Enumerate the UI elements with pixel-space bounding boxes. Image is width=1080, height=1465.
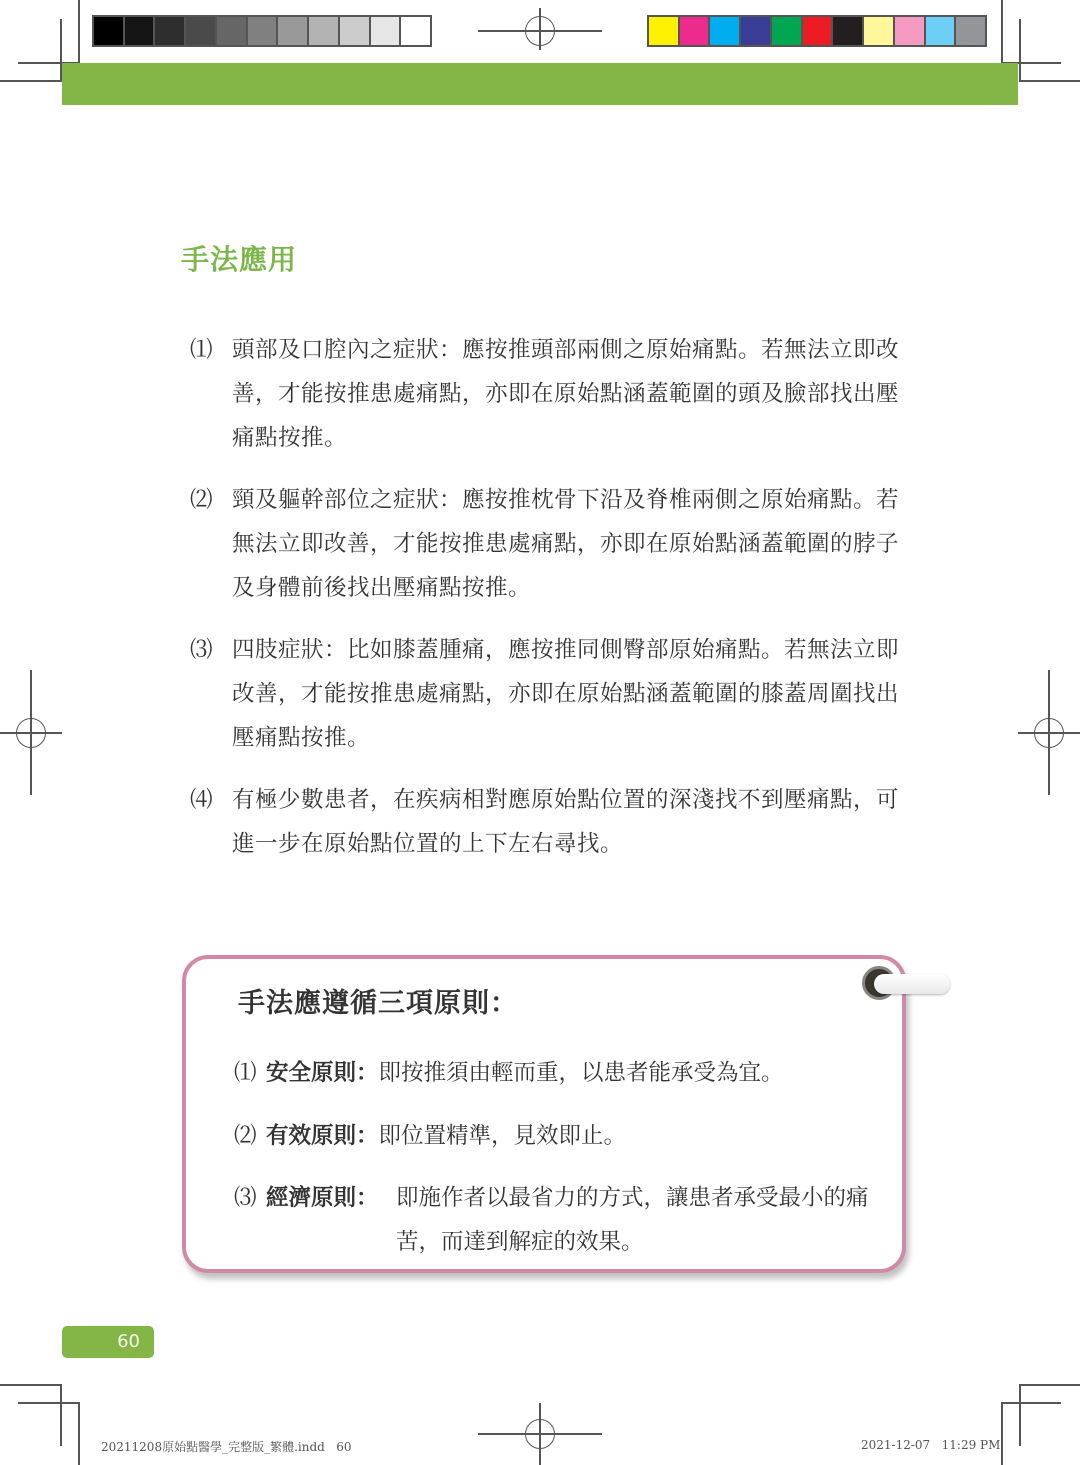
- principle-number: ⑵: [234, 1123, 257, 1149]
- principle-item: [234, 1051, 894, 1095]
- timestamp-slug: 2021-12-07 11:29 PM: [861, 1438, 1001, 1452]
- item-text: 頭部及口腔內之症狀：應按推頭部兩側之原始痛點。若無法立即改善，才能按推患處痛點，亦即在原始點涵蓋範圍的頭及臉部找出壓痛點按推。: [232, 337, 900, 451]
- item-text: 有極少數患者，在疾病相對應原始點位置的深淺找不到壓痛點，可進一步在原始點位置的上下左右尋找。: [232, 787, 900, 857]
- list-item: [190, 478, 910, 610]
- header-band: [62, 63, 1018, 105]
- color-swatch: [895, 17, 924, 45]
- item-text: 頸及軀幹部位之症狀：應按推枕骨下沿及脊椎兩側之原始痛點。若無法立即改善，才能按推患處痛點，亦即在原始點涵蓋範圍的脖子及身體前後找出壓痛點按推。: [232, 487, 900, 601]
- principle-item: [234, 1176, 894, 1264]
- crop-mark: [1001, 0, 1003, 62]
- list-item: [190, 628, 910, 760]
- color-swatch: [649, 17, 678, 45]
- principles-card: [182, 955, 906, 1273]
- color-swatch: [956, 17, 985, 45]
- crop-mark: [1019, 1384, 1080, 1386]
- principle-text: 即按推須由輕而重，以患者能承受為宜。: [378, 1060, 784, 1086]
- color-swatch: [340, 17, 369, 45]
- registration-mark-icon: [525, 1419, 555, 1449]
- color-swatch: [217, 17, 246, 45]
- color-swatch: [371, 17, 400, 45]
- crop-mark: [1001, 1402, 1003, 1465]
- page-number: 60: [62, 1326, 154, 1358]
- list-item: [190, 328, 910, 460]
- color-swatch: [401, 17, 430, 45]
- pin-hook-bar-icon: [874, 974, 950, 994]
- crop-mark: [1001, 1402, 1061, 1404]
- crop-mark: [1019, 19, 1021, 81]
- color-swatch: [833, 17, 862, 45]
- color-swatch: [772, 17, 801, 45]
- crop-mark: [1019, 80, 1080, 82]
- principle-text: 即位置精準，見效即止。: [378, 1123, 627, 1149]
- color-swatch: [926, 17, 955, 45]
- crop-mark: [0, 80, 62, 82]
- item-number: ⑶: [190, 637, 213, 663]
- principles-title: 手法應遵循三項原則：: [238, 988, 518, 1019]
- color-swatch: [248, 17, 277, 45]
- item-number: ⑵: [190, 487, 213, 513]
- process-color-bar: [647, 15, 987, 47]
- crop-mark: [78, 0, 80, 62]
- principle-number: ⑴: [234, 1060, 257, 1086]
- principle-text: 即施作者以最省力的方式，讓患者承受最小的痛苦，而達到解症的效果。: [396, 1185, 869, 1255]
- color-swatch: [803, 17, 832, 45]
- registration-mark-icon: [525, 16, 555, 46]
- crop-mark: [78, 1402, 80, 1465]
- color-swatch: [309, 17, 338, 45]
- principle-number: ⑶: [234, 1185, 257, 1211]
- registration-mark-icon: [16, 718, 46, 748]
- color-swatch: [125, 17, 154, 45]
- color-swatch: [94, 17, 123, 45]
- grayscale-color-bar: [92, 15, 432, 47]
- principle-label: 安全原則：: [266, 1060, 379, 1086]
- item-number: ⑴: [190, 337, 213, 363]
- crop-mark: [0, 1384, 62, 1386]
- color-swatch: [741, 17, 770, 45]
- color-swatch: [155, 17, 184, 45]
- file-slug: 20211208原始點醫學_完整版_繁體.indd 60: [101, 1440, 352, 1454]
- crop-mark: [1019, 1384, 1021, 1446]
- principle-item: [234, 1114, 894, 1158]
- color-swatch: [680, 17, 709, 45]
- color-swatch: [864, 17, 893, 45]
- principle-label: 有效原則：: [266, 1123, 379, 1149]
- section-title: 手法應用: [181, 243, 298, 276]
- principle-label: 經濟原則：: [266, 1185, 379, 1211]
- crop-mark: [18, 1402, 80, 1404]
- color-swatch: [186, 17, 215, 45]
- crop-mark: [60, 1384, 62, 1446]
- registration-mark-icon: [1034, 718, 1064, 748]
- item-text: 四肢症狀：比如膝蓋腫痛，應按推同側臀部原始痛點。若無法立即改善，才能按推患處痛點，亦即在原始點涵蓋範圍的膝蓋周圍找出壓痛點按推。: [232, 637, 900, 751]
- item-number: ⑷: [190, 787, 213, 813]
- color-swatch: [278, 17, 307, 45]
- list-item: [190, 778, 910, 866]
- color-swatch: [710, 17, 739, 45]
